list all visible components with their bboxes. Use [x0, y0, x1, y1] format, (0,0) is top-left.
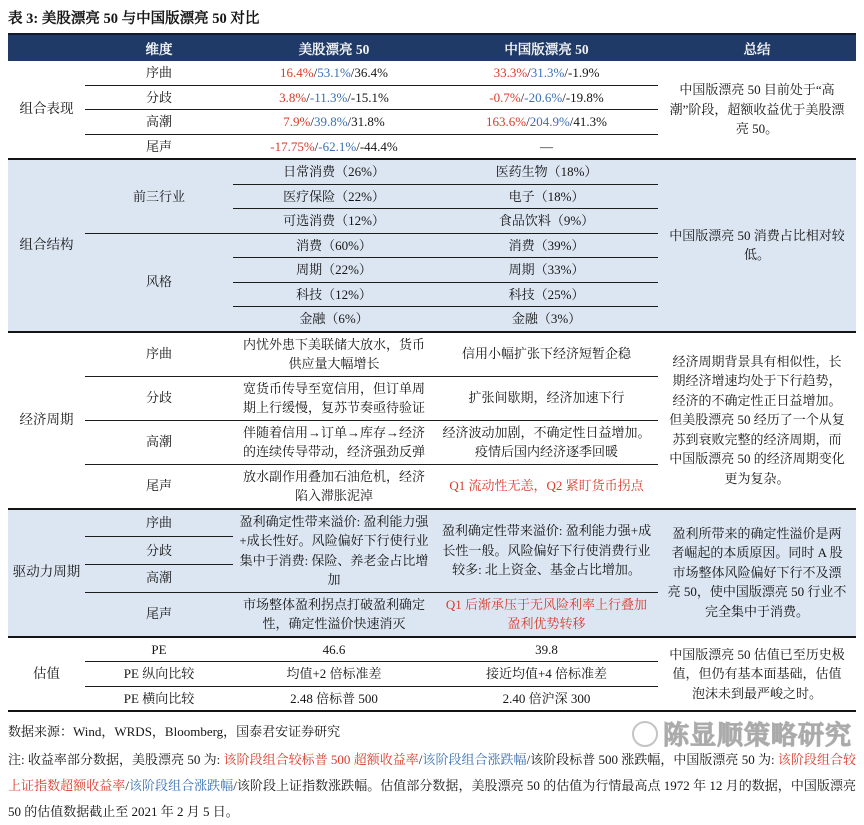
table-row — [8, 61, 856, 85]
text-segment: 该阶段组合涨跌幅 — [422, 752, 527, 767]
table-header-row — [8, 34, 856, 61]
cn-cell — [435, 509, 658, 593]
us-cell — [233, 110, 435, 135]
us-cell — [233, 686, 435, 711]
table-row — [8, 509, 856, 537]
us-cell — [233, 592, 435, 637]
text-segment: Q1 流动性无恙，Q2 紧盯货币拐点 — [449, 478, 644, 494]
cn-cell — [435, 184, 658, 209]
summary-cell: 经济周期背景具有相似性，长期经济增速均处于下行趋势，经济的不确定性正日益增加。但美股漂亮 50 经历了一个从复苏到衰败完整的经济周期，而中国版漂亮 50 的经济周期变化更为复杂。 — [669, 353, 845, 486]
table-row — [8, 637, 856, 662]
summary-cell: 中国版漂亮 50 目前处于“高潮”阶段，超额收益优于美股漂亮 50。 — [669, 82, 845, 137]
section-2 — [8, 332, 856, 509]
summary-cell: 中国版漂亮 50 消费占比相对较低。 — [669, 227, 845, 263]
text-segment: -0.7% — [489, 89, 521, 105]
us-cell — [233, 637, 435, 662]
text-segment: 信用小幅扩张下经济短暂企稳 — [461, 346, 631, 362]
us-cell — [233, 61, 435, 85]
cn-cell — [435, 134, 658, 159]
text-segment: 经济波动加剧，不确定性日益增加。疫情后国内经济逐季回暖 — [442, 424, 651, 459]
text-segment: / — [125, 778, 129, 793]
table-row — [8, 159, 856, 184]
group-label: 组合表现 — [19, 101, 74, 117]
stage-label: 分歧 — [85, 376, 233, 420]
cn-cell — [435, 637, 658, 662]
cn-cell — [435, 686, 658, 711]
text-segment: 金融（6%） — [299, 311, 369, 326]
text-segment: 16.4% — [279, 65, 314, 80]
text-segment: / — [314, 138, 319, 154]
text-segment: 盈利确定性带来溢价: 盈利能力强+成长性好。风险偏好下行使行业集中于消费: 保险、养老金占比增加 — [239, 513, 429, 587]
text-segment: 204.9% — [529, 114, 570, 129]
text-segment: 医药生物（18%） — [495, 164, 598, 179]
stage-label: 分歧 — [85, 537, 233, 565]
stage-label: 序曲 — [85, 332, 233, 377]
section-4 — [8, 637, 856, 712]
stage-label: PE 纵向比较 — [85, 662, 233, 687]
stage-label: 分歧 — [85, 85, 233, 110]
text-segment: 39.8 — [535, 641, 558, 657]
stage-label: PE — [85, 637, 233, 662]
text-segment: 39.8% — [313, 114, 348, 129]
text-segment: — — [540, 138, 553, 154]
stage-label: 高潮 — [85, 420, 233, 464]
text-segment: 周期（33%） — [508, 262, 585, 277]
note-line — [8, 747, 856, 825]
cn-cell — [435, 376, 658, 420]
header-dimension: 维度 — [85, 34, 233, 61]
header-summary: 总结 — [658, 34, 856, 61]
text-segment: 注: 收益率部分数据，美股漂亮 50 为: — [8, 752, 224, 767]
us-cell — [233, 332, 435, 377]
text-segment: 该阶段组合涨跌幅 — [128, 778, 234, 793]
text-segment: / — [520, 89, 525, 105]
text-segment: 均值+2 倍标准差 — [286, 666, 382, 681]
us-cell — [233, 509, 435, 593]
us-cell — [233, 307, 435, 332]
us-cell — [233, 282, 435, 307]
cn-cell — [435, 420, 658, 464]
text-segment: / — [313, 65, 318, 80]
cn-cell — [435, 258, 658, 283]
stage-label: 序曲 — [85, 61, 233, 85]
text-segment: 消费（60%） — [296, 237, 372, 253]
us-cell — [233, 85, 435, 110]
text-segment: /-1.9% — [564, 65, 600, 80]
text-segment: 宽货币传导至宽信用，但订单周期上行缓慢，复苏节奏亟待验证 — [242, 380, 425, 415]
cn-cell — [435, 307, 658, 332]
cn-cell — [435, 332, 658, 377]
cn-cell — [435, 233, 658, 258]
group-label: 组合结构 — [19, 237, 74, 253]
group-label: 驱动力周期 — [12, 564, 81, 580]
us-cell — [233, 209, 435, 234]
text-segment: 电子（18%） — [508, 188, 585, 204]
stage-label: 尾声 — [85, 464, 233, 509]
text-segment: 2.48 倍标普 500 — [290, 690, 378, 706]
table-row — [8, 332, 856, 377]
group-label: 估值 — [33, 665, 60, 681]
text-segment: 2.40 倍沪深 300 — [502, 690, 591, 706]
text-segment: 可选消费（12%） — [283, 213, 385, 228]
text-segment: / — [310, 114, 314, 129]
stage-label: 尾声 — [85, 592, 233, 637]
table-header — [8, 34, 856, 61]
text-segment: /-15.1% — [347, 89, 389, 105]
group-label: 经济周期 — [19, 411, 74, 427]
text-segment: 扩张间歇期，经济加速下行 — [468, 390, 625, 406]
cn-cell — [435, 159, 658, 184]
stage-label: 序曲 — [85, 509, 233, 537]
cn-cell — [435, 110, 658, 135]
table-footer — [8, 721, 856, 825]
text-segment: -17.75% — [270, 138, 315, 154]
stage-label: 前三行业 — [85, 159, 233, 233]
us-cell — [233, 258, 435, 283]
cn-cell — [435, 662, 658, 687]
us-cell — [233, 184, 435, 209]
text-segment: /该阶段上证指数涨跌幅。估值部分数据，美股漂亮 50 的估值为行情最高点 1972 年 12 月的数据，中国版漂亮 50 的估值数据截止至 2021 年 2 月 5 日。 — [8, 778, 856, 819]
text-segment: 消费（39%） — [508, 237, 585, 253]
cn-cell — [435, 209, 658, 234]
cn-cell — [435, 85, 658, 110]
table-title: 表 3: 美股漂亮 50 与中国版漂亮 50 对比 — [8, 11, 260, 27]
stage-label: 高潮 — [85, 110, 233, 135]
text-segment: Q1 后渐承压于无风险利率上行叠加盈利优势转移 — [445, 596, 648, 631]
text-segment: 食品饮料（9%） — [498, 213, 595, 228]
header-cn-nifty50: 中国版漂亮 50 — [435, 34, 658, 61]
cn-cell — [435, 464, 658, 509]
section-1 — [8, 159, 856, 332]
cn-cell — [435, 592, 658, 637]
text-segment: 7.9% — [283, 114, 311, 129]
text-segment: 科技（25%） — [508, 286, 585, 302]
text-segment: 163.6% — [485, 114, 527, 129]
text-segment: 周期（22%） — [296, 262, 372, 277]
text-segment: 46.6 — [322, 641, 346, 657]
stage-label: PE 横向比较 — [85, 686, 233, 711]
watermark-text: 陈显顺策略研究 — [662, 721, 852, 750]
text-segment: 该阶段组合较标普 500 超额收益率 — [223, 752, 419, 767]
text-segment: 该阶段组合较上证指数超额收益率 — [8, 752, 856, 793]
section-3 — [8, 509, 856, 637]
text-segment: 接近均值+4 倍标准差 — [485, 666, 608, 681]
text-segment: / — [527, 65, 531, 80]
cn-cell — [435, 282, 658, 307]
text-segment: 科技（12%） — [296, 286, 372, 302]
text-segment: /-44.4% — [356, 138, 398, 154]
text-segment: 金融（3%） — [511, 311, 582, 326]
text-segment: -20.6% — [524, 89, 563, 105]
text-segment: -62.1% — [318, 138, 357, 154]
text-segment: 伴随着信用→订单→库存→经济的连续传导带动，经济强劲反弹 — [242, 424, 425, 459]
header-us-nifty50: 美股漂亮 50 — [233, 34, 435, 61]
text-segment: 33.3% — [493, 65, 528, 80]
stage-label: 风格 — [85, 233, 233, 332]
header-spacer — [8, 34, 85, 61]
text-segment: 放水副作用叠加石油危机，经济陷入滞胀泥淖 — [242, 468, 425, 503]
us-cell — [233, 233, 435, 258]
text-segment: /该阶段标普 500 涨跌幅，中国版漂亮 50 为: — [526, 752, 778, 767]
text-segment: -11.3% — [309, 89, 348, 105]
stage-label: 尾声 — [85, 134, 233, 159]
us-cell — [233, 376, 435, 420]
data-source-line: 数据来源：Wind，WRDS，Bloomberg，国泰君安证券研究 — [8, 724, 341, 739]
text-segment: 内忧外患下美联储大放水，货币供应量大幅增长 — [242, 336, 425, 371]
summary-cell: 盈利所带来的确定性溢价是两者崛起的本质原因。同时 A 股市场整体风险偏好下行不及漂亮 50，使中国版漂亮 50 行业不完全集中于消费。 — [667, 525, 847, 619]
text-segment: /-19.8% — [562, 89, 604, 105]
text-segment: 医疗保险（22%） — [283, 188, 385, 204]
text-segment: /36.4% — [350, 65, 388, 80]
text-segment: /41.3% — [569, 114, 607, 129]
text-segment: / — [418, 752, 423, 767]
text-segment: 3.8% — [279, 89, 307, 105]
us-cell — [233, 662, 435, 687]
text-segment: 盈利确定性带来溢价: 盈利能力强+成长性一般。风险偏好下行使消费行业较多: 北上资金、基金占比增加。 — [441, 523, 652, 578]
text-segment: /31.8% — [347, 114, 385, 129]
us-cell — [233, 159, 435, 184]
section-0 — [8, 61, 856, 159]
cn-cell — [435, 61, 658, 85]
us-cell — [233, 420, 435, 464]
text-segment: 日常消费（26%） — [283, 164, 385, 179]
stage-label: 高潮 — [85, 564, 233, 592]
text-segment: / — [526, 114, 530, 129]
text-segment: / — [306, 89, 310, 105]
text-segment: 31.3% — [530, 65, 565, 80]
text-segment: 市场整体盈利拐点打破盈利确定性，确定性溢价快速消灭 — [242, 596, 425, 631]
summary-cell: 中国版漂亮 50 估值已至历史极值，但仍有基本面基础，估值泡沫未到最严峻之时。 — [669, 646, 845, 701]
comparison-table — [8, 33, 856, 712]
us-cell — [233, 134, 435, 159]
us-cell — [233, 464, 435, 509]
text-segment: 53.1% — [317, 65, 351, 80]
